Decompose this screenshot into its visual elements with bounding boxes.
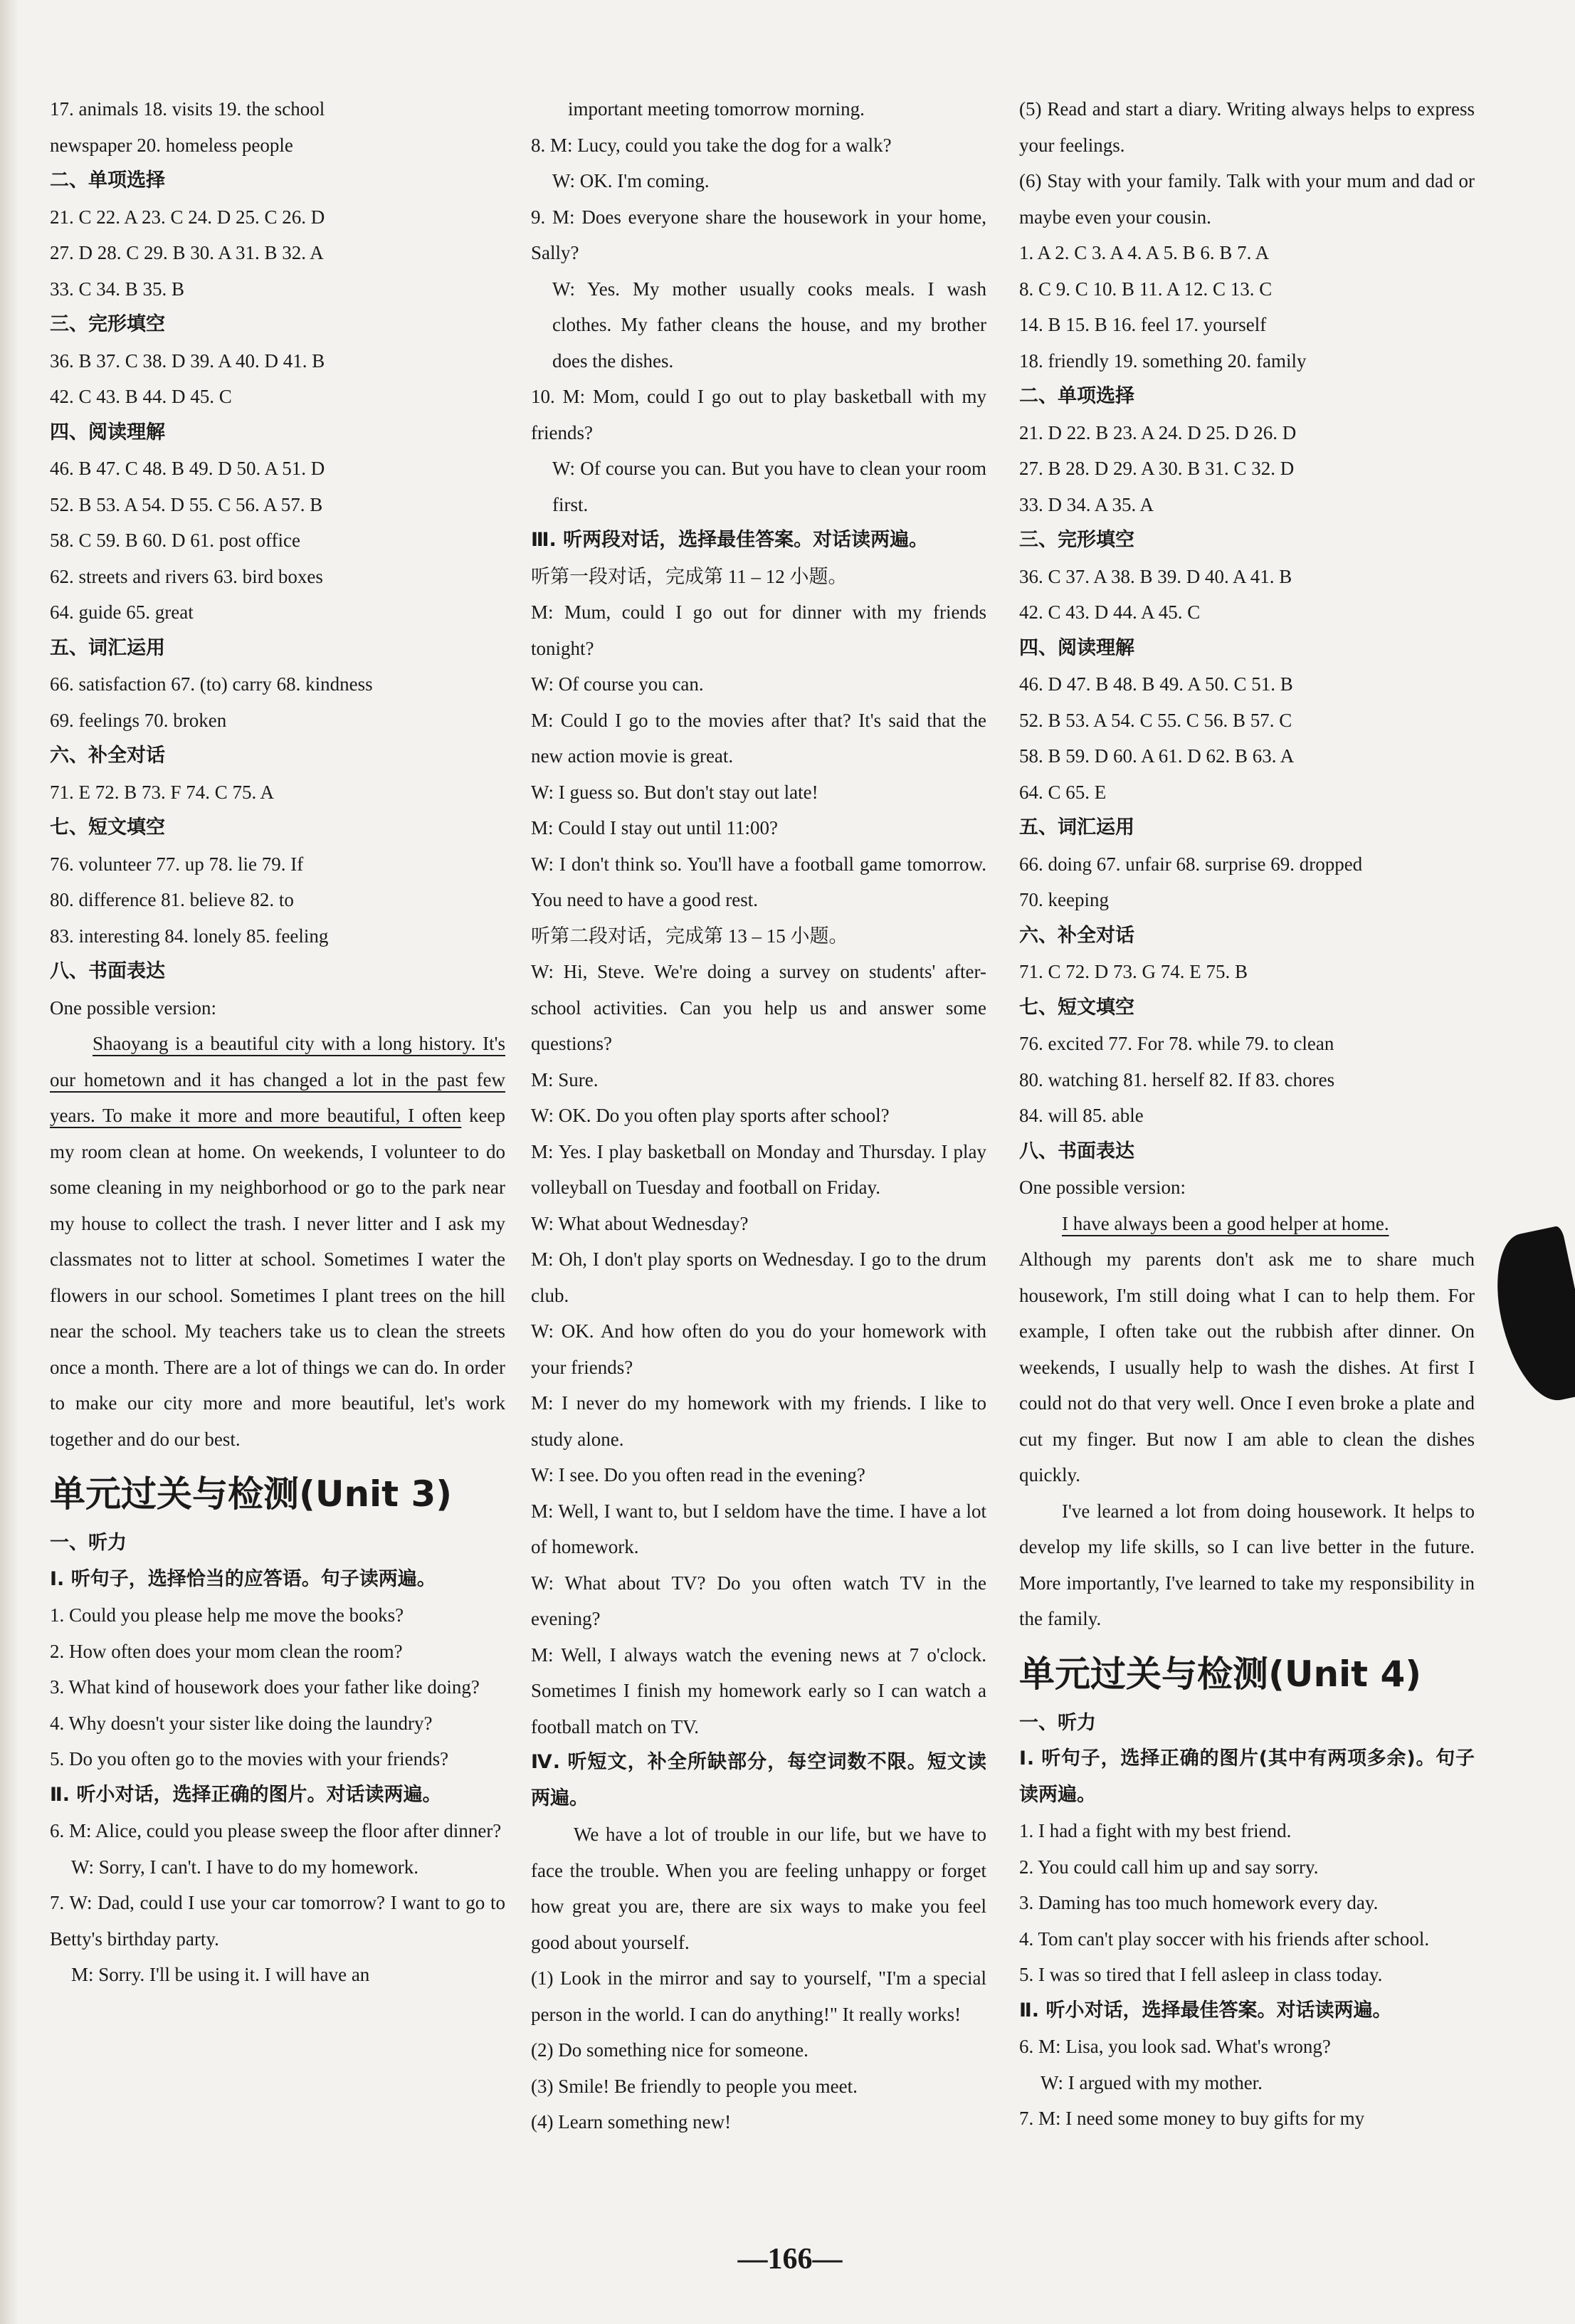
answer-line: 42. C 43. B 44. D 45. C <box>50 386 232 407</box>
dialogue-line: 7. W: Dad, could I use your car tomorrow? I want to go to Betty's birthday party. <box>50 1892 505 1950</box>
question-line: 1. Could you please help me move the books? <box>50 1604 404 1626</box>
answer-line: 80. watching 81. herself 82. If 83. chores <box>1019 1068 1335 1090</box>
essay-paragraph <box>50 1026 505 1457</box>
dialogue-line: important meeting tomorrow morning. <box>568 98 865 120</box>
dialogue-line: W: I see. Do you often read in the evening? <box>531 1464 865 1486</box>
dialogue-line: W: I argued with my mother. <box>1041 2071 1263 2093</box>
unit-title: 单元过关与检测(Unit 4) <box>1019 1653 1422 1695</box>
answer-line: 8. C 9. C 10. B 11. A 12. C 13. C <box>1019 278 1273 300</box>
dialogue-line: W: I guess so. But don't stay out late! <box>531 781 818 803</box>
dialogue-line: W: Yes. My mother usually cooks meals. I wash clothes. My father cleans the house, and my brother does the dishes. <box>552 278 986 372</box>
question-line: 1. I had a fight with my best friend. <box>1019 1820 1292 1841</box>
answer-line: 71. E 72. B 73. F 74. C 75. A <box>50 781 275 803</box>
essay-underlined: Shaoyang is a beautiful city with a long history. It's our hometown and it has changed a lot in the past few years. To make it more and more beautiful, I often <box>50 1033 505 1126</box>
section-heading: 七、短文填空 <box>50 816 165 838</box>
dialogue-line: M: Oh, I don't play sports on Wednesday. I go to the drum club. <box>531 1248 986 1306</box>
answer-line: 14. B 15. B 16. feel 17. yourself <box>1019 314 1267 335</box>
section-heading: 八、书面表达 <box>50 960 165 982</box>
section-heading: 七、短文填空 <box>1019 996 1134 1019</box>
answer-line: 64. C 65. E <box>1019 781 1107 803</box>
section-heading: 五、词汇运用 <box>50 636 165 659</box>
passage-item: (3) Smile! Be friendly to people you meet. <box>531 2075 858 2097</box>
unit-title: 单元过关与检测(Unit 3) <box>50 1473 453 1515</box>
question-line: 3. Daming has too much homework every day. <box>1019 1892 1379 1913</box>
essay-paragraph: Although my parents don't ask me to share much housework, I'm still doing what I can to help them. For example, I often take out the rubbish after dinner. On weekends, I usually help to wash the dishes. At first I could not do that very well. Once I even broke a plate and cut my finger. But now I am able to clean the dishes quickly. <box>1019 1248 1475 1486</box>
answer-line: 21. C 22. A 23. C 24. D 25. C 26. D <box>50 206 325 228</box>
column-middle <box>531 91 986 2140</box>
dialogue-line: 9. M: Does everyone share the housework in your home, Sally? <box>531 206 986 263</box>
question-line: 3. What kind of housework does your father like doing? <box>50 1676 480 1698</box>
answer-line: 17. animals 18. visits 19. the school <box>50 98 325 120</box>
answer-line: 21. D 22. B 23. A 24. D 25. D 26. D <box>1019 421 1297 443</box>
dialogue-line: W: Hi, Steve. We're doing a survey on students' after-school activities. Can you help us and answer some questions? <box>531 961 986 1054</box>
answer-line: 64. guide 65. great <box>50 601 194 623</box>
dialogue-line: 6. M: Lisa, you look sad. What's wrong? <box>1019 2036 1331 2057</box>
section-heading: 四、阅读理解 <box>1019 636 1134 659</box>
sub-heading: Ⅱ. 听小对话，选择最佳答案。对话读两遍。 <box>1019 1999 1392 2021</box>
dialogue-line: W: OK. Do you often play sports after school? <box>531 1105 890 1126</box>
answer-line: 33. D 34. A 35. A <box>1019 493 1154 515</box>
passage-item: (1) Look in the mirror and say to yourself, "I'm a special person in the world. I can do anything!" It really works! <box>531 1967 986 2025</box>
passage-item: (6) Stay with your family. Talk with your mum and dad or maybe even your cousin. <box>1019 170 1475 228</box>
dialogue-line: M: Well, I always watch the evening news at 7 o'clock. Sometimes I finish my homework early so I can watch a football match on TV. <box>531 1644 986 1737</box>
passage-item: (4) Learn something new! <box>531 2111 732 2133</box>
dialogue-line: M: Well, I want to, but I seldom have the time. I have a lot of homework. <box>531 1500 986 1557</box>
section-heading: 六、补全对话 <box>1019 924 1134 947</box>
dialogue-line: 10. M: Mom, could I go out to play basketball with my friends? <box>531 386 986 443</box>
page-number: —166— <box>737 2243 843 2276</box>
passage-item: (2) Do something nice for someone. <box>531 2039 808 2061</box>
section-heading: 三、完形填空 <box>50 313 165 335</box>
version-label: One possible version: <box>50 997 216 1019</box>
page-edge-shadow <box>0 0 19 2324</box>
answer-line: 71. C 72. D 73. G 74. E 75. B <box>1019 961 1248 982</box>
dialogue-line: M: Mum, could I go out for dinner with my friends tonight? <box>531 601 986 659</box>
answer-line: 58. C 59. B 60. D 61. post office <box>50 530 300 551</box>
section-heading: 六、补全对话 <box>50 745 165 767</box>
answer-line: 36. B 37. C 38. D 39. A 40. D 41. B <box>50 349 325 372</box>
sub-heading: Ⅱ. 听小对话，选择正确的图片。对话读两遍。 <box>50 1783 442 1806</box>
answer-line: 52. B 53. A 54. D 55. C 56. A 57. B <box>50 493 323 515</box>
answer-line: 84. will 85. able <box>1019 1105 1144 1126</box>
passage-item: (5) Read and start a diary. Writing always helps to express your feelings. <box>1019 98 1475 156</box>
ink-smudge <box>1485 1225 1575 1409</box>
essay-text: keep my room clean at home. On weekends, I volunteer to do some cleaning in my neighborhood or go to the park near my house to collect the trash. I never litter and I ask my classmates not to litter at school. Sometimes I water the flowers in our school. Sometimes I plant trees on the hill near the school. My teachers take us to clean the streets once a month. There are a lot of things we can do. In order to make our city more and more beautiful, let's work together and do our best. <box>50 1105 505 1450</box>
passage-paragraph: We have a lot of trouble in our life, but we have to face the trouble. When you are feeling unhappy or forget how great you are, there are six ways to make you feel good about yourself. <box>531 1824 986 1953</box>
dialogue-line: M: Could I stay out until 11:00? <box>531 817 778 838</box>
answer-line: 70. keeping <box>1019 889 1109 910</box>
section-heading: 二、单项选择 <box>1019 385 1134 407</box>
section-heading: 三、完形填空 <box>1019 529 1134 551</box>
essay-underlined <box>1019 1206 1475 1242</box>
answer-line: 27. D 28. C 29. B 30. A 31. B 32. A <box>50 242 324 263</box>
answer-line: 46. B 47. C 48. B 49. D 50. A 51. D <box>50 458 325 479</box>
instruction-line: 听第一段对话，完成第 11 – 12 小题。 <box>531 565 848 587</box>
dialogue-line: W: OK. And how often do you do your homework with your friends? <box>531 1320 986 1378</box>
answer-line: 76. volunteer 77. up 78. lie 79. If <box>50 853 304 875</box>
section-heading: 四、阅读理解 <box>50 421 165 443</box>
section-heading: 八、书面表达 <box>1019 1140 1134 1162</box>
essay-first-sentence: I have always been a good helper at home. <box>1062 1212 1389 1234</box>
dialogue-line: M: Sure. <box>531 1068 599 1090</box>
answer-line: 42. C 43. D 44. A 45. C <box>1019 601 1201 623</box>
answer-line: 80. difference 81. believe 82. to <box>50 889 294 910</box>
question-line: 2. You could call him up and say sorry. <box>1019 1856 1319 1878</box>
dialogue-line: 6. M: Alice, could you please sweep the floor after dinner? <box>50 1820 502 1841</box>
answer-line: newspaper 20. homeless people <box>50 134 293 156</box>
dialogue-line: W: OK. I'm coming. <box>552 170 710 191</box>
answer-line: 27. B 28. D 29. A 30. B 31. C 32. D <box>1019 458 1295 479</box>
dialogue-line: W: I don't think so. You'll have a football game tomorrow. You need to have a good rest. <box>531 853 986 910</box>
version-label: One possible version: <box>1019 1177 1186 1198</box>
section-heading: 二、单项选择 <box>50 169 165 191</box>
dialogue-line: W: Of course you can. But you have to clean your room first. <box>552 458 986 515</box>
dialogue-line: M: I never do my homework with my friends. I like to study alone. <box>531 1392 986 1450</box>
question-line: 4. Tom can't play soccer with his friends after school. <box>1019 1928 1430 1950</box>
answer-line: 36. C 37. A 38. B 39. D 40. A 41. B <box>1019 565 1292 587</box>
answer-line: 52. B 53. A 54. C 55. C 56. B 57. C <box>1019 709 1292 731</box>
dialogue-line: W: What about TV? Do you often watch TV in the evening? <box>531 1572 986 1629</box>
dialogue-line: M: Yes. I play basketball on Monday and Thursday. I play volleyball on Tuesday and football on Friday. <box>531 1140 986 1198</box>
answer-line: 18. friendly 19. something 20. family <box>1019 349 1307 372</box>
answer-line: 62. streets and rivers 63. bird boxes <box>50 565 323 587</box>
sub-heading: Ⅰ. 听句子，选择恰当的应答语。句子读两遍。 <box>50 1567 436 1590</box>
answer-line: 46. D 47. B 48. B 49. A 50. C 51. B <box>1019 673 1293 695</box>
answer-line: 1. A 2. C 3. A 4. A 5. B 6. B 7. A <box>1019 242 1270 263</box>
column-right <box>1019 91 1475 2137</box>
sub-heading: Ⅰ. 听句子，选择正确的图片(其中有两项多余)。句子读两遍。 <box>1019 1747 1475 1806</box>
answer-line: 69. feelings 70. broken <box>50 709 227 731</box>
section-heading: 一、听力 <box>50 1532 127 1554</box>
dialogue-line: W: What about Wednesday? <box>531 1212 749 1234</box>
question-line: 2. How often does your mom clean the room? <box>50 1640 403 1662</box>
question-line: 5. Do you often go to the movies with your friends? <box>50 1748 449 1770</box>
dialogue-line: W: Sorry, I can't. I have to do my homework. <box>71 1856 418 1878</box>
question-line: 5. I was so tired that I fell asleep in class today. <box>1019 1964 1383 1985</box>
answer-line: 33. C 34. B 35. B <box>50 278 185 300</box>
section-heading: 五、词汇运用 <box>1019 816 1134 838</box>
dialogue-line: 7. M: I need some money to buy gifts for my <box>1019 2108 1365 2129</box>
column-left <box>50 91 505 1993</box>
answer-line: 66. satisfaction 67. (to) carry 68. kindness <box>50 673 373 695</box>
sub-heading: Ⅲ. 听两段对话，选择最佳答案。对话读两遍。 <box>531 529 929 551</box>
dialogue-line: M: Sorry. I'll be using it. I will have an <box>71 1964 370 1985</box>
dialogue-line: 8. M: Lucy, could you take the dog for a walk? <box>531 134 892 156</box>
section-heading: 一、听力 <box>1019 1711 1096 1734</box>
answer-line: 83. interesting 84. lonely 85. feeling <box>50 925 329 947</box>
answer-line: 66. doing 67. unfair 68. surprise 69. dropped <box>1019 853 1363 875</box>
sub-heading: Ⅳ. 听短文，补全所缺部分，每空词数不限。短文读两遍。 <box>531 1751 986 1809</box>
answer-line: 58. B 59. D 60. A 61. D 62. B 63. A <box>1019 745 1295 767</box>
essay-paragraph: I've learned a lot from doing housework. It helps to develop my life skills, so I can live better in the future. More importantly, I've learned to take my responsibility in the family. <box>1019 1500 1475 1629</box>
answer-line: 76. excited 77. For 78. while 79. to clean <box>1019 1033 1334 1054</box>
dialogue-line: W: Of course you can. <box>531 673 704 695</box>
dialogue-line: M: Could I go to the movies after that? It's said that the new action movie is great. <box>531 709 986 767</box>
question-line: 4. Why doesn't your sister like doing the laundry? <box>50 1712 433 1734</box>
instruction-line: 听第二段对话，完成第 13 – 15 小题。 <box>531 925 848 947</box>
